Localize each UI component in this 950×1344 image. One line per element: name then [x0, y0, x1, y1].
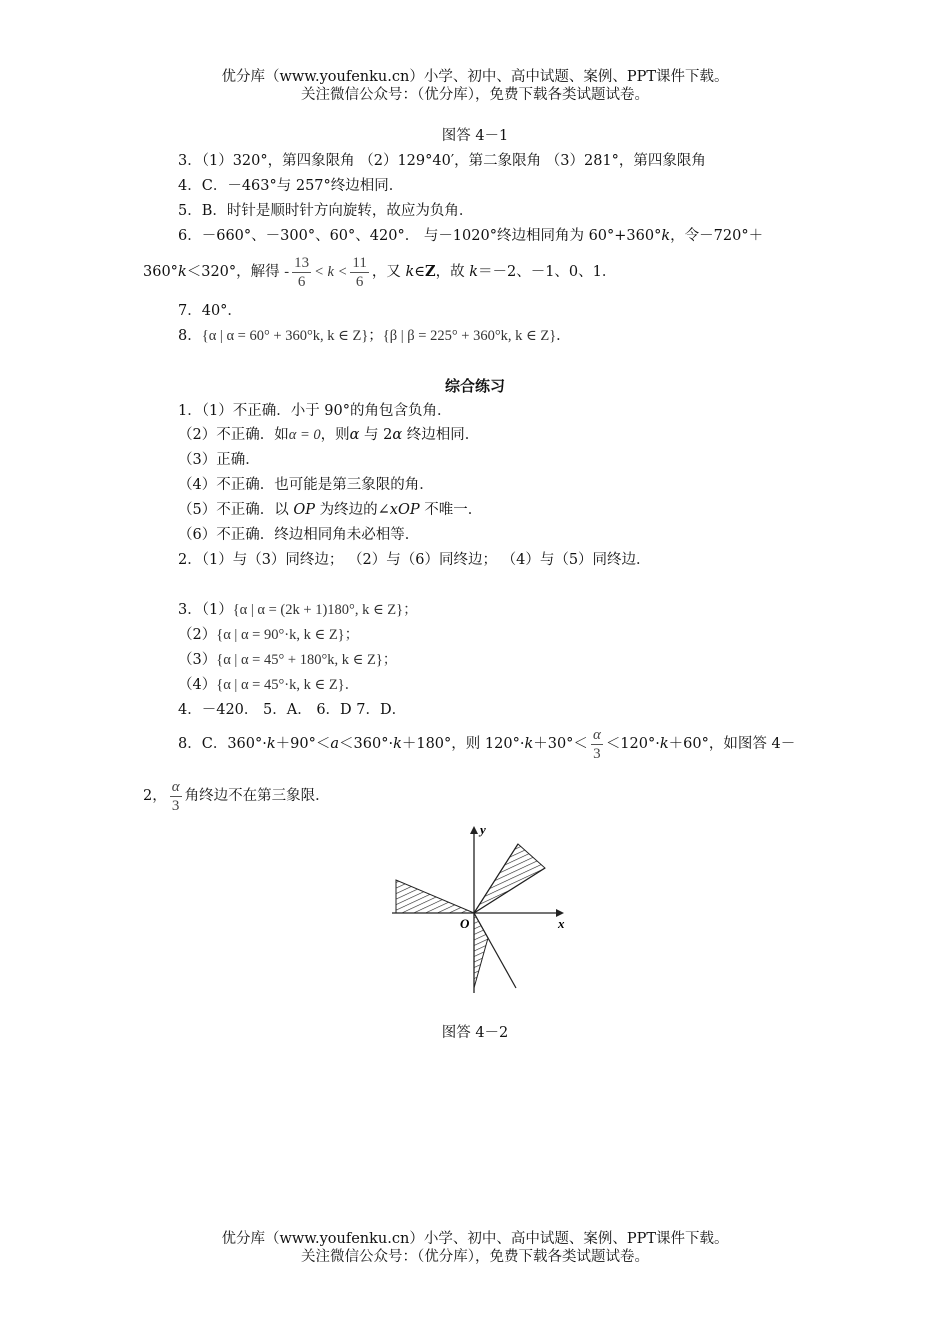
answer-7: 7．40°．: [178, 303, 242, 319]
footer-line-2: 关注微信公众号：（优分库），免费下载各类试题试卷。: [301, 1249, 649, 1265]
comp-answer-3-3: [178, 651, 397, 669]
sector-second-quadrant: [396, 880, 474, 913]
comp-1-5-text-b: 为终边的∠: [315, 502, 390, 518]
answer-6-text-h: ＝－2、－1、0、1．: [477, 264, 617, 280]
answer-6-text-f: ∈: [414, 264, 425, 280]
comp-8-k1: k: [266, 736, 276, 752]
comp-3-4-math: {α | α = 45°·k, k ∈ Z}．: [216, 677, 360, 693]
comp-8-k2: k: [393, 736, 402, 752]
answer-8-end: ．: [556, 328, 571, 344]
comp-8-text-f: ＜120°·: [605, 736, 660, 752]
section-title-comprehensive: 综合练习: [444, 377, 505, 395]
comp-answer-3-2: [178, 626, 359, 644]
comp-8-text-d: ＋180°，则 120°·: [401, 736, 525, 752]
comp-8-text-c: ＜360°·: [339, 736, 394, 752]
header-line-1: 优分库（www.youfenku.cn）小学、初中、高中试题、案例、PPT课件下载。: [221, 69, 729, 85]
comp-8-text-b: ＋90°＜: [275, 736, 331, 752]
answer-6-text-g: ，故: [435, 264, 470, 280]
fraction-alpha-3-num: α: [592, 726, 601, 743]
fraction-11-6-den: 6: [355, 273, 364, 290]
figure-4-2: [380, 818, 580, 998]
fraction-alpha-3-second-den: 3: [171, 797, 180, 814]
sector-fourth-quadrant: [474, 913, 488, 988]
figure-caption-4-1: 图答 4－1: [441, 128, 509, 144]
answer-6-text-a: 6．－660°、－300°、60°、420°． 与－1020°终边相同角为 60°+360°: [178, 228, 662, 244]
comp-answer-3-4: [178, 676, 359, 694]
header-line-2: 关注微信公众号：（优分库），免费下载各类试题试卷。: [301, 87, 649, 103]
answer-6-k2: k: [177, 264, 187, 280]
comp-answer-4-7: 4．－420． 5．A． 6．D 7．D．: [178, 702, 407, 718]
comp-1-2-math: α = 0: [288, 427, 321, 443]
fraction-alpha-3-den: 3: [593, 745, 601, 762]
comp-3-2-prefix: （2）: [178, 627, 217, 643]
answer-5: 5．B．时针是顺时针方向旋转，故应为负角．: [178, 203, 474, 219]
answer-8: [178, 327, 571, 345]
comp-8-text-g: ＋60°，如图答 4－: [668, 736, 796, 752]
comp-3-1-prefix: 3．（1）: [178, 602, 233, 618]
answer-6-line-1: [178, 227, 763, 245]
comp-3-1-math: {α | α = (2k + 1)180°, k ∈ Z}；: [232, 602, 418, 618]
comp-answer-3-1: [178, 601, 418, 619]
comp-8-k4: k: [659, 736, 669, 752]
comp-1-5-OP: OP: [293, 502, 315, 518]
answer-8-set-2: {β | β = 225° + 360°k, k ∈ Z}: [382, 328, 557, 344]
fraction-alpha-3-second: [170, 778, 182, 815]
comp-1-2-text-b: ，则: [320, 427, 350, 443]
comp-8-text-a: 8．C．360°·: [178, 736, 267, 752]
answer-4: 4．C．－463°与 257°终边相同．: [178, 178, 404, 194]
origin-label: O: [460, 916, 470, 931]
comp-8-a: a: [330, 736, 340, 752]
comp-8-line2-text-b: 角终边不在第三象限．: [184, 788, 330, 804]
y-axis-label: y: [480, 822, 486, 837]
answer-6-k4: k: [469, 264, 478, 280]
answer-3: 3．（1）320°，第四象限角 （2）129°40′，第二象限角 （3）281°，第四象限角: [178, 153, 706, 169]
answer-6-k: k: [661, 228, 671, 244]
comp-1-2-alpha: α: [349, 427, 360, 443]
fraction-13-6-num: 13: [294, 254, 310, 271]
fraction-alpha-3: [591, 726, 603, 763]
answer-8-prefix: 8．: [178, 328, 202, 344]
answer-8-set-1: {α | α = 60° + 360°k, k ∈ Z}: [201, 328, 369, 344]
comp-answer-1-3: （3）正确．: [178, 452, 260, 468]
comp-answer-8-line-2: [143, 776, 330, 816]
answer-6-text-b: ，令－720°＋: [670, 228, 764, 244]
sector-first-quadrant: [474, 844, 545, 913]
figure-caption-4-2: 图答 4－2: [441, 1025, 509, 1041]
answer-6-text-e: ，又: [371, 264, 406, 280]
comp-3-3-prefix: （3）: [178, 652, 217, 668]
comp-answer-1-5: [178, 501, 482, 519]
answer-6-line-2: [143, 252, 616, 292]
comp-8-k3: k: [524, 736, 534, 752]
comp-answer-8-line-1: [178, 724, 795, 764]
comp-answer-2: 2．（1）与（3）同终边； （2）与（6）同终边； （4）与（5）同终边．: [178, 552, 651, 568]
fraction-13-6-den: 6: [297, 273, 306, 290]
fraction-11-6-num: 11: [352, 254, 367, 271]
comp-3-4-prefix: （4）: [178, 677, 217, 693]
comp-1-2-text-a: （2）不正确．如: [178, 427, 289, 443]
comp-3-2-math: {α | α = 90°·k, k ∈ Z}；: [216, 627, 360, 643]
fraction-alpha-3-second-num: α: [171, 778, 180, 795]
y-axis-arrow: [470, 826, 478, 834]
answer-6-inequality: < k <: [314, 264, 348, 280]
comp-1-2-text-c: 与 2: [359, 427, 393, 443]
x-axis-label: x: [558, 916, 565, 931]
answer-6-k3: k: [405, 264, 415, 280]
fraction-11-6: [350, 254, 368, 291]
fraction-13-6: [292, 254, 311, 291]
comp-1-2-text-d: 终边相同．: [402, 427, 480, 443]
answer-6-text-d: ＜320°，解得: [186, 264, 280, 280]
comp-1-5-text-c: 不唯一．: [419, 502, 483, 518]
comp-1-5-text-a: （5）不正确．以: [178, 502, 294, 518]
comp-8-text-e: ＋30°＜: [533, 736, 588, 752]
comp-8-line2-text-a: 2，: [143, 788, 167, 804]
answer-6-minus: -: [284, 264, 290, 280]
comp-answer-1-2: [178, 426, 479, 444]
comp-3-3-math: {α | α = 45° + 180°k, k ∈ Z}；: [216, 652, 398, 668]
answer-8-sep: ；: [368, 328, 383, 344]
comp-1-2-alpha-2: α: [392, 427, 403, 443]
comp-1-5-xOP: xOP: [389, 502, 420, 518]
answer-6-Z: Z: [424, 263, 436, 280]
comp-answer-1-1: 1．（1）不正确．小于 90°的角包含负角．: [178, 403, 452, 419]
comp-answer-1-4: （4）不正确．也可能是第三象限的角．: [178, 477, 434, 493]
footer-line-1: 优分库（www.youfenku.cn）小学、初中、高中试题、案例、PPT课件下载。: [221, 1231, 729, 1247]
comp-answer-1-6: （6）不正确．终边相同角未必相等．: [178, 527, 420, 543]
answer-6-text-c: 360°: [143, 264, 178, 280]
